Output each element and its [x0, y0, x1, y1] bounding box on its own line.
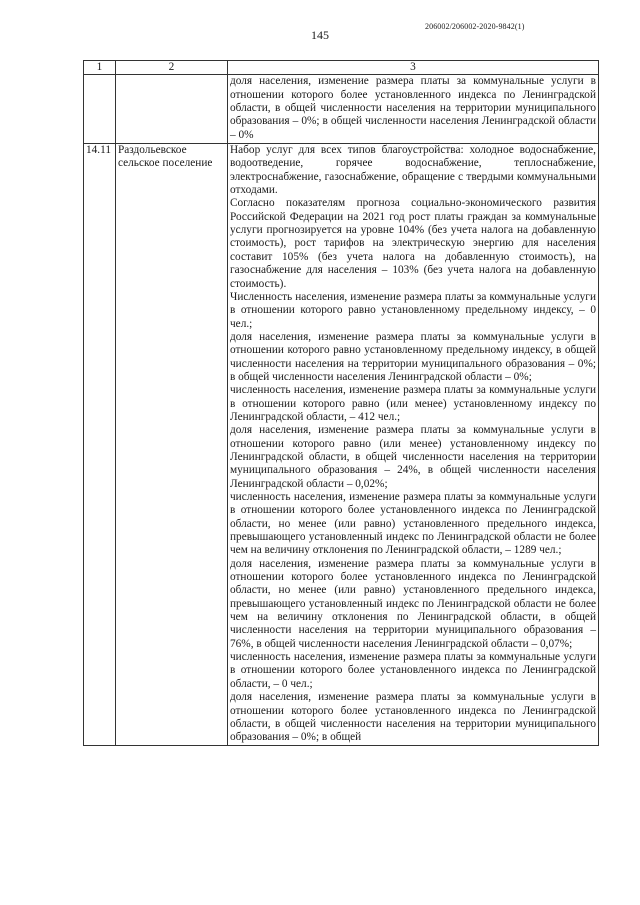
page-number: 145: [311, 28, 329, 42]
continued-paragraph: доля населения, изменение размера платы за коммунальные услуги в отношении которого более установленного индекса по Ленинградской области, в общей численности населения на территории муниципального образования – 0%; в общей численности населения Ленинградской области – 0%: [230, 75, 596, 141]
paragraph-forecast: Согласно показателям прогноза социально-экономического развития Российской Федерации на 2021 год рост платы граждан за коммунальные услуги прогнозируется на уровне 104% (без учета налога на добавленную стоимость), рост тарифов на электрическую энергию для населения составит 105% (без учета налога на добавленную стоимость), на газоснабжение для населения – 103% (без учета налога на добавленную стоимость).: [230, 197, 596, 290]
column-header-2: 2: [116, 61, 228, 75]
row-text-cell: [228, 75, 599, 144]
paragraph-share-above-index: доля населения, изменение размера платы за коммунальные услуги в отношении которого более установленного индекса по Ленинградской области, в общей численности населения на территории муниципального образования – 0%; в общей: [230, 691, 596, 744]
paragraph-share-above-index-within-limit: доля населения, изменение размера платы за коммунальные услуги в отношении которого более установленного индекса по Ленинградской области, но менее (или равно) установленного предельного индекса, превышающего установленный индекс по Ленинградской области не более чем на величину отклонения по Ленинградской области, в общей численности населения на территории муниципального образования – 76%, в общей численности населения Ленинградской области – 0,07%;: [230, 557, 596, 650]
paragraph-share-equal-limit: доля населения, изменение размера платы за коммунальные услуги в отношении которого равно установленному предельному индексу, в общей численности населения на территории муниципального образования – 0%; в общей численности населения Ленинградской области – 0%;: [230, 330, 596, 383]
column-header-3: 3: [228, 61, 599, 75]
paragraph-population-above-index: численность населения, изменение размера платы за коммунальные услуги в отношении которого более установленного индекса по Ленинградской области, – 0 чел.;: [230, 651, 596, 690]
row-text-cell: [228, 144, 599, 745]
table-row-main: [84, 144, 599, 745]
row-name-cell: [116, 75, 228, 144]
paragraph-population-equal-limit: Численность населения, изменение размера платы за коммунальные услуги в отношении которого равно установленному предельному индексу, – 0 чел.;: [230, 290, 596, 330]
paragraph-share-below-index: доля населения, изменение размера платы за коммунальные услуги в отношении которого равно (или менее) установленному индексу по Ленинградской области, в общей численности населения на территории муниципального образования – 24%, в общей численности населения Ленинградской области – 0,02%;: [230, 424, 596, 490]
paragraph-population-above-index-within-limit: численность населения, изменение размера платы за коммунальные услуги в отношении которого более установленного индекса по Ленинградской области, но менее (или равно) установленного предельного индекса, превышающего установленный индекс по Ленинградской области не более чем на величину отклонения по Ленинградской области, – 1289 чел.;: [230, 491, 596, 557]
table-row-continued: [84, 75, 599, 144]
settlement-name-cell: Раздольевское сельское поселение: [116, 144, 228, 745]
row-number-cell: 14.11: [84, 144, 116, 745]
table-header-row: [84, 61, 599, 75]
row-number-cell: [84, 75, 116, 144]
paragraph-services: Набор услуг для всех типов благоустройства: холодное водоснабжение, водоотведение, горячее водоснабжение, теплоснабжение, электроснабжение, газоснабжение, обращение с твердыми коммунальными отходами.: [230, 144, 596, 197]
column-header-1: 1: [84, 61, 116, 75]
paragraph-population-below-index: численность населения, изменение размера платы за коммунальные услуги в отношении которого равно (или менее) установленному индексу по Ленинградской области, – 412 чел.;: [230, 384, 596, 423]
document-code: 206002/206002-2020-9842(1): [425, 22, 525, 31]
document-table: [83, 60, 599, 746]
